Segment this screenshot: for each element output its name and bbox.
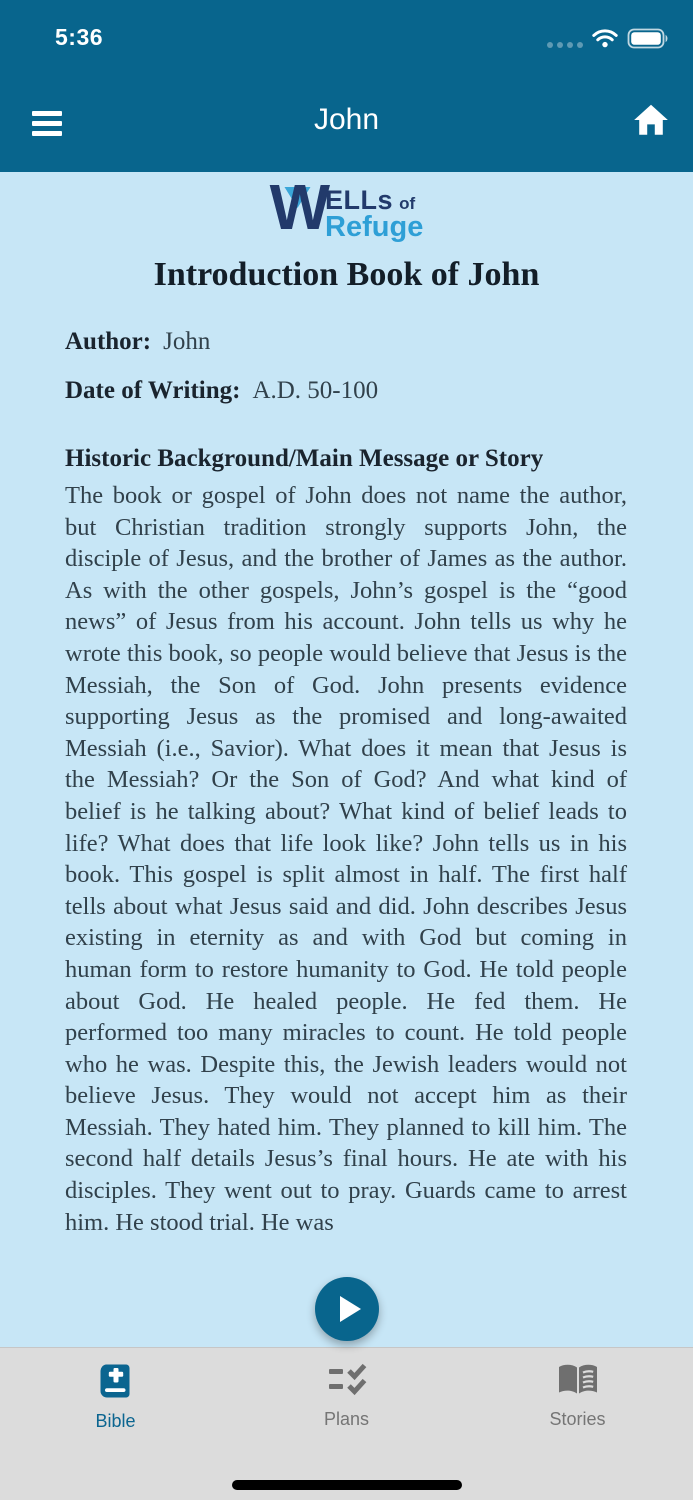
battery-icon — [627, 28, 669, 54]
date-of-writing-label: Date of Writing: — [65, 377, 241, 404]
author-label: Author: — [65, 328, 152, 355]
wells-of-refuge-logo — [0, 172, 693, 244]
section-heading: Historic Background/Main Message or Story — [65, 445, 544, 472]
date-of-writing-row — [65, 377, 628, 405]
article-scroll-area[interactable] — [0, 172, 693, 1347]
status-bar — [0, 0, 693, 85]
tab-bible-label: Bible — [95, 1411, 136, 1431]
page-title: John — [313, 103, 380, 136]
author-row — [65, 328, 628, 356]
logo-text-refuge: Refuge — [325, 211, 424, 243]
logo-letter-w: W — [269, 172, 328, 243]
status-icons — [547, 28, 669, 54]
open-book-icon — [556, 1361, 600, 1404]
wifi-icon — [592, 29, 618, 53]
checklist-icon — [326, 1361, 368, 1404]
tab-plans[interactable] — [231, 1348, 462, 1500]
tab-plans-label: Plans — [323, 1409, 370, 1429]
nav-bar — [0, 85, 693, 172]
home-indicator-bar[interactable] — [232, 1480, 462, 1490]
article-title: Introduction Book of John — [153, 256, 540, 293]
tab-bible[interactable] — [0, 1348, 231, 1500]
tab-stories-label: Stories — [549, 1409, 606, 1429]
author-value: John — [163, 328, 211, 355]
play-icon — [340, 1296, 361, 1322]
audio-play-button[interactable] — [315, 1277, 379, 1341]
home-icon[interactable] — [631, 100, 671, 145]
app-header — [0, 0, 693, 172]
date-of-writing-value: A.D. 50-100 — [252, 377, 379, 404]
bible-book-icon — [96, 1361, 136, 1406]
status-time: 5:36 — [55, 24, 104, 50]
article-body-text: The book or gospel of John does not name the author, but Christian tradition strongly supports John, the disciple of Jesus, and the brother of James as the author. As with the other gospels, John’s gospel is the “good news” of Jesus from his account. John tells us why he wrote this book, so people would believe that Jesus is the Messiah, the Son of God. John presents evidence supporting Jesus as the promised and long-awaited Messiah (i.e., Savior). What does it mean that Jesus is the Messiah? Or the Son of God? And what kind of belief is he talking about? What kind of belief leads to life? What does that life look like? John tells us in his book. This gospel is split almost in half. The first half tells about what Jesus said and did. John describes Jesus existing in eternity as and with God but coming in human form to restore humanity to God. He told people about God. He healed people. He fed them. He performed too many miracles to count. He told people who he was. Despite this, the Jewish leaders would not believe Jesus. They would not accept him as their Messiah. They hated him. They planned to kill him. The second half details Jesus’s final hours. He ate with his disciples. They went out to pray. Guards came to arrest him. He stood trial. He was — [65, 482, 627, 1236]
cellular-signal-icon — [547, 42, 583, 48]
bottom-tab-bar — [0, 1347, 693, 1500]
logo-text-of: of — [399, 194, 416, 213]
logo-text-ells: ELLs — [325, 185, 394, 215]
tab-stories[interactable] — [462, 1348, 693, 1500]
